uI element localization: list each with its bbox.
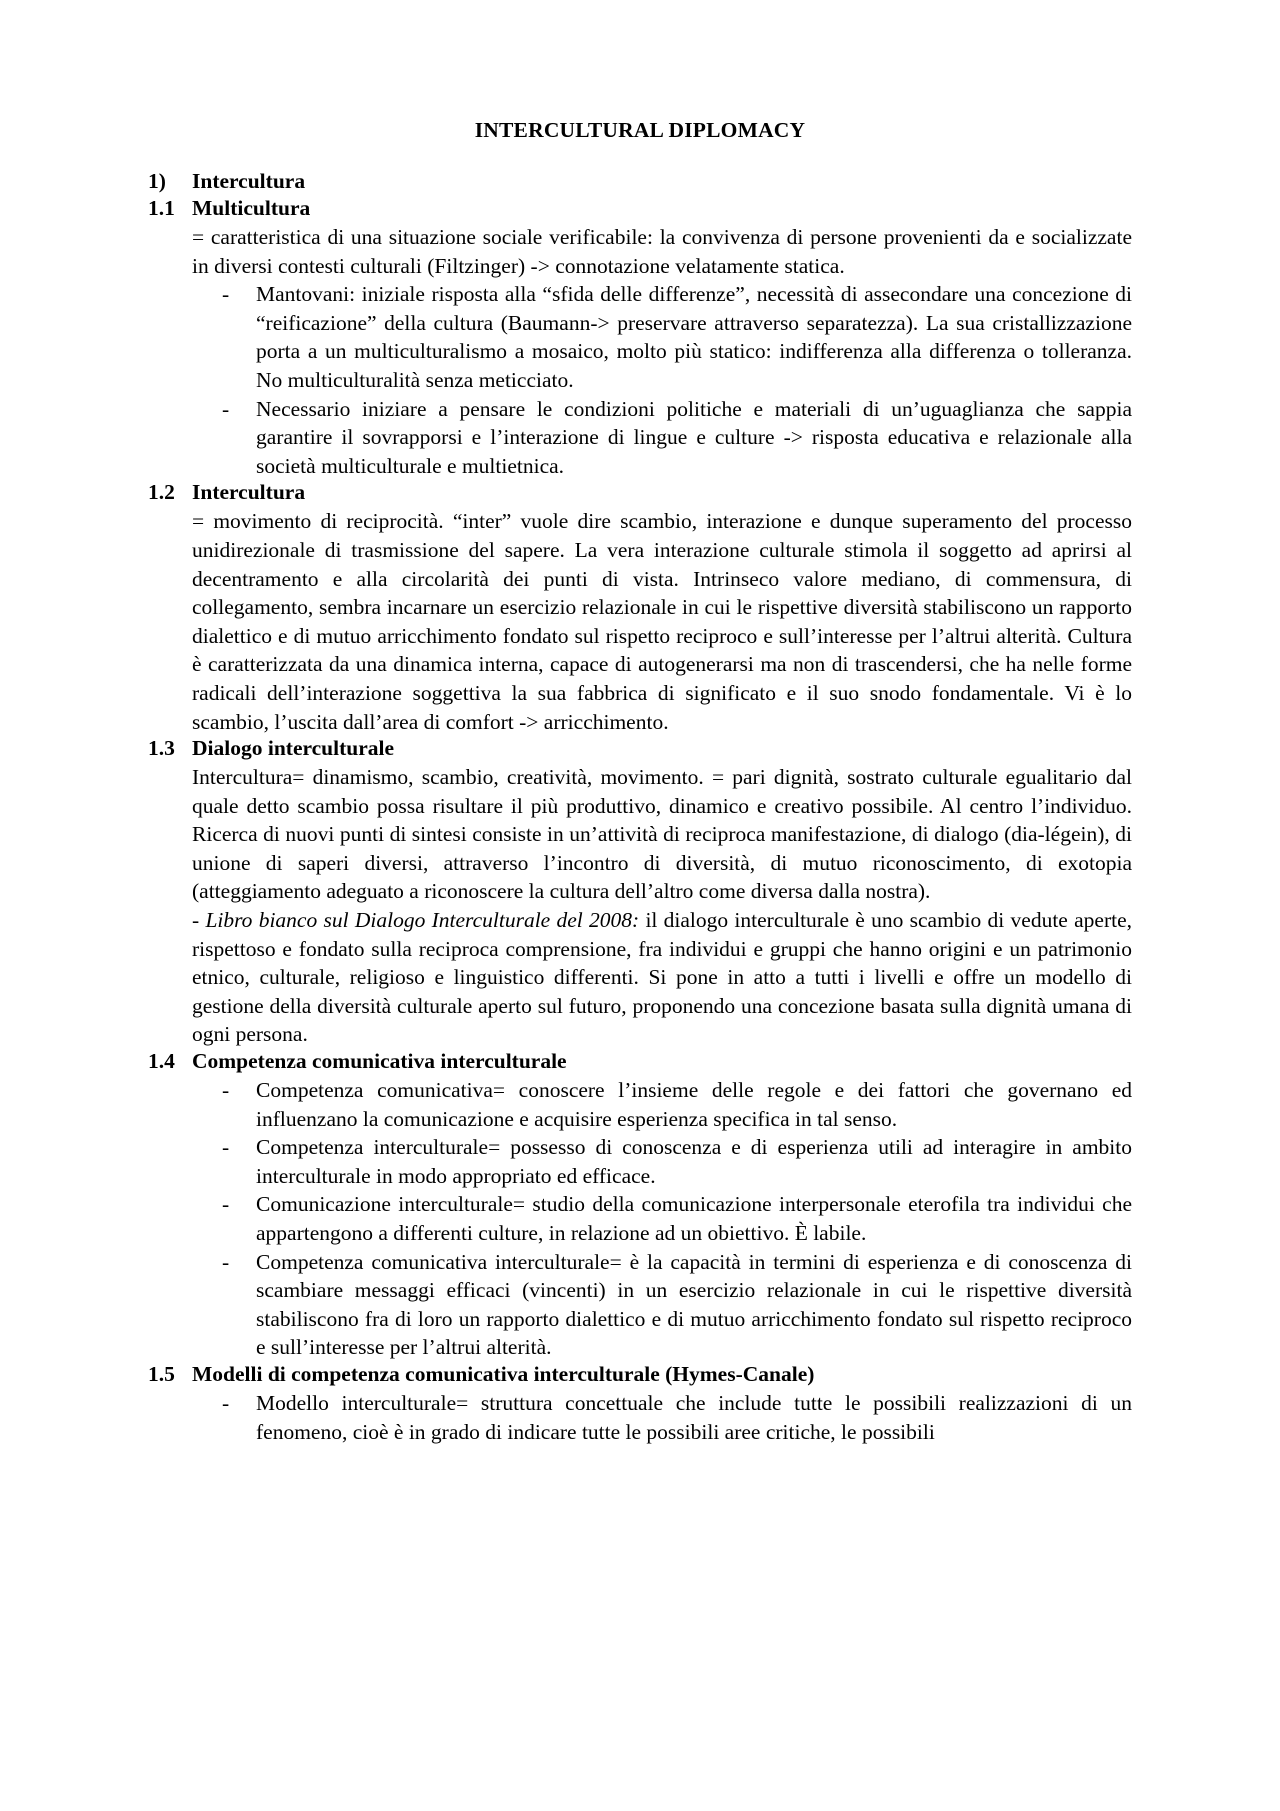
bullet-list-1-1 bbox=[148, 280, 1132, 480]
list-item-text: Competenza comunicativa interculturale= è la capacità in termini di esperienza e di conoscenza di scambiare messaggi efficaci (vincenti) in un esercizio relazionale in cui le rispettive diversità stabiliscono fra di loro un rapporto dialettico e di mutuo arricchimento fondato sul rispetto reciproco e sull’interesse per l’altrui alterità. bbox=[256, 1249, 1132, 1360]
bullet-marker: - bbox=[222, 396, 230, 421]
section-title: Dialogo interculturale bbox=[192, 736, 395, 761]
list-item bbox=[148, 280, 1132, 394]
section-number: 1.4 bbox=[148, 1049, 175, 1074]
quote-source-title: Libro bianco sul Dialogo Interculturale del 2008: bbox=[205, 908, 640, 933]
section-paragraph: Intercultura= dinamismo, scambio, creatività, movimento. = pari dignità, sostrato culturale egualitario dal quale detto scambio possa risultare il più produttivo, dinamico e creativo possibile. Al centro l’individuo. Ricerca di nuovi punti di sintesi consiste in un’attività di reciproca manifestazione, di dialogo (dia-légein), di unione di saperi diversi, attraverso l’incontro di diversità, di mutuo riconoscimento, di exotopia (atteggiamento adeguato a riconoscere la cultura dell’altro come diversa dalla nostra). bbox=[192, 765, 1132, 904]
bullet-marker: - bbox=[222, 282, 230, 307]
section-number: 1.5 bbox=[148, 1361, 175, 1386]
section-heading-1-3 bbox=[148, 736, 1132, 761]
quote-body: il dialogo interculturale è uno scambio di vedute aperte, rispettoso e fondato sulla reciproca comprensione, fra individui e gruppi che hanno origini e un patrimonio etnico, culturale, religioso e linguistico differenti. Si pone in atto a tutti i livelli e offre un modello di gestione della diversità culturale aperto sul futuro, proponendo una concezione basata sulla dignità umana di ogni persona. bbox=[192, 908, 1132, 1047]
section-number: 1.1 bbox=[148, 196, 175, 220]
list-item bbox=[148, 1190, 1132, 1247]
list-item-text: Competenza comunicativa= conoscere l’insieme delle regole e dei fattori che governano ed influenzano la comunicazione e acquisire esperienza specifica in tal senso. bbox=[256, 1078, 1132, 1131]
bullet-marker: - bbox=[222, 1135, 230, 1160]
bullet-marker: - bbox=[222, 1390, 230, 1415]
section-number: 1.2 bbox=[148, 480, 175, 505]
section-paragraph: = caratteristica di una situazione sociale verificabile: la convivenza di persone provenienti da e socializzate in diversi contesti culturali (Filtzinger) -> connotazione velatamente statica. bbox=[192, 225, 1132, 278]
section-heading-1-2 bbox=[148, 480, 1132, 505]
section-paragraph-quote bbox=[148, 906, 1132, 1049]
section-paragraph: = movimento di reciprocità. “inter” vuole dire scambio, interazione e dunque superamento del processo unidirezionale di trasmissione del sapere. La vera interazione culturale stimola il soggetto ad aprirsi al decentramento e alla circolarità dei punti di vista. Intrinseco valore mediano, di commensura, di collegamento, sembra incarnare un esercizio relazionale in cui le rispettive diversità stabiliscono un rapporto dialettico e di mutuo arricchimento fondato sul rispetto reciproco e sull’interesse per l’altrui alterità. Cultura è caratterizzata da una dinamica interna, capace di autogenerarsi ma non di trascendersi, che ha nelle forme radicali dell’interazione soggettiva la sua fabbrica di significato e il suo snodo fondamentale. Vi è lo scambio, l’uscita dall’area di comfort -> arricchimento. bbox=[192, 509, 1132, 734]
section-title: Multicultura bbox=[192, 196, 311, 220]
page-title: INTERCULTURAL DIPLOMACY bbox=[474, 118, 806, 142]
section-heading-1-1 bbox=[148, 196, 1132, 221]
bullet-list-1-5 bbox=[148, 1389, 1132, 1446]
section-heading-1-4 bbox=[148, 1049, 1132, 1074]
list-item bbox=[148, 1248, 1132, 1362]
section-title: Intercultura bbox=[192, 480, 306, 505]
list-item bbox=[148, 1133, 1132, 1190]
section-number: 1) bbox=[148, 169, 166, 193]
section-title: Intercultura bbox=[192, 169, 306, 193]
bullet-list-1-4 bbox=[148, 1076, 1132, 1362]
list-item bbox=[148, 1076, 1132, 1133]
section-title: Competenza comunicativa interculturale bbox=[192, 1049, 567, 1074]
section-heading-1-5 bbox=[148, 1362, 1132, 1387]
section-title: Modelli di competenza comunicativa interculturale (Hymes-Canale) bbox=[192, 1361, 815, 1386]
bullet-marker: - bbox=[222, 1249, 230, 1274]
list-item-text: Modello interculturale= struttura concettuale che include tutte le possibili realizzazioni di un fenomeno, cioè è in grado di indicare tutte le possibili aree critiche, le possibili bbox=[256, 1390, 1132, 1444]
section-number: 1.3 bbox=[148, 736, 175, 761]
list-item-text: Necessario iniziare a pensare le condizioni politiche e materiali di un’uguaglianza che sappia garantire il sovrapporsi e l’interazione di lingue e culture -> risposta educativa e relazionale alla società multiculturale e multietnica. bbox=[256, 396, 1132, 478]
list-item-text: Comunicazione interculturale= studio della comunicazione interpersonale eterofila tra individui che appartengono a differenti culture, in relazione ad un obiettivo. È labile. bbox=[256, 1192, 1132, 1245]
bullet-marker: - bbox=[222, 1078, 230, 1103]
list-item bbox=[148, 395, 1132, 481]
section-heading-1 bbox=[148, 169, 1132, 194]
quote-prefix: - bbox=[192, 908, 206, 933]
list-item-text: Mantovani: iniziale risposta alla “sfida delle differenze”, necessità di assecondare una concezione di “reificazione” della cultura (Baumann-> preservare attraverso separatezza). La sua cristallizzazione porta a un multiculturalismo a mosaico, molto più statico: indifferenza alla differenza o tolleranza. No multiculturalità senza meticciato. bbox=[256, 282, 1132, 392]
list-item-text: Competenza interculturale= possesso di conoscenza e di esperienza utili ad interagire in ambito interculturale in modo appropriato ed efficace. bbox=[256, 1135, 1132, 1188]
list-item bbox=[148, 1389, 1132, 1446]
bullet-marker: - bbox=[222, 1192, 230, 1217]
